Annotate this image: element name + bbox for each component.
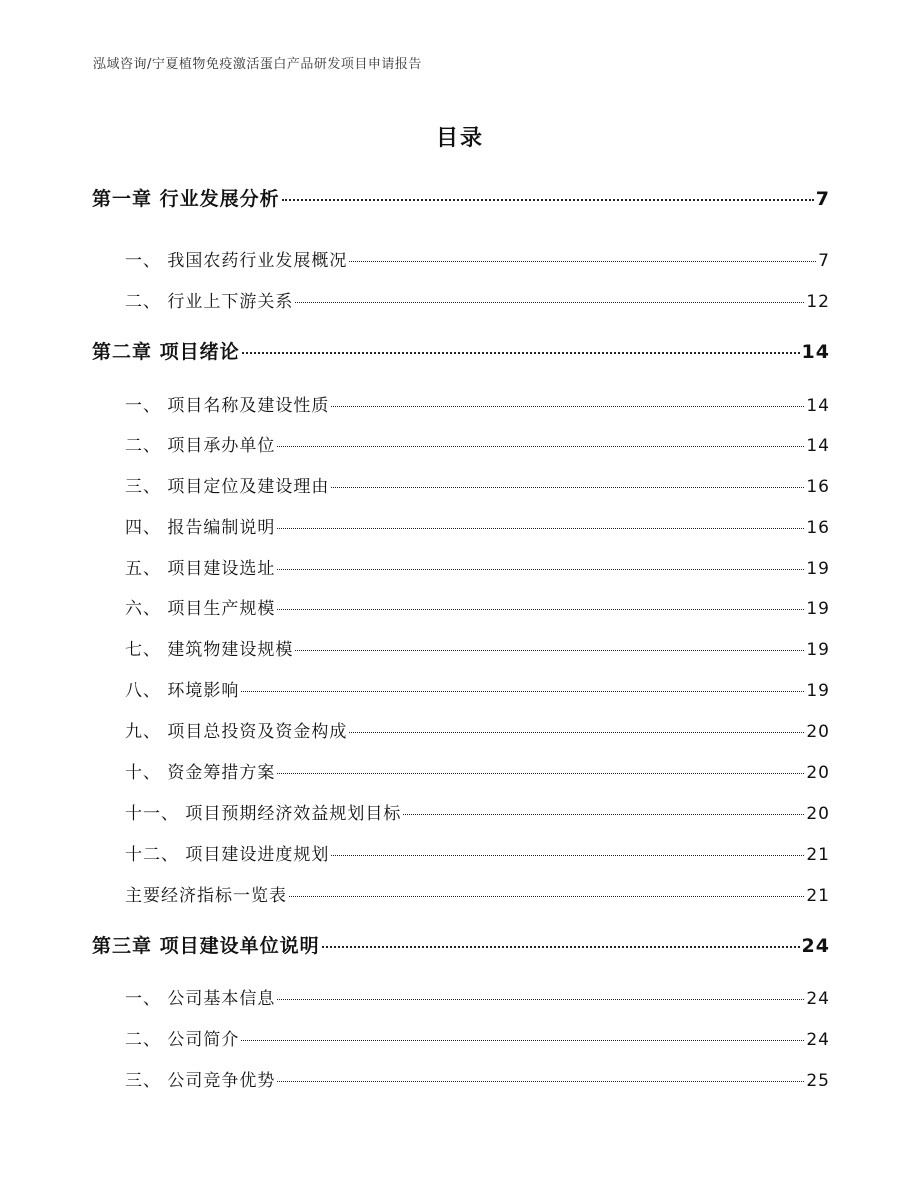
toc-label: 七、 建筑物建设规模 <box>125 640 294 660</box>
dot-leader <box>282 199 814 201</box>
dot-leader <box>277 569 804 570</box>
toc-page-number: 24 <box>806 1030 830 1050</box>
toc-page-number: 19 <box>806 681 830 701</box>
toc-label: 一、 公司基本信息 <box>125 989 276 1009</box>
toc-page-number: 14 <box>801 341 830 363</box>
toc-page-number: 19 <box>806 599 830 619</box>
toc-page-number: 16 <box>806 477 830 497</box>
dot-leader <box>349 261 816 262</box>
page-title: 目录 <box>435 126 484 151</box>
toc-page-number: 20 <box>806 722 830 742</box>
dot-leader <box>295 650 804 651</box>
toc-page-number: 20 <box>806 804 830 824</box>
dot-leader <box>403 814 804 815</box>
toc-section[interactable] <box>125 594 830 619</box>
dot-leader <box>349 732 804 733</box>
toc-label: 二、 公司简介 <box>125 1030 240 1050</box>
toc-section[interactable] <box>125 758 830 783</box>
toc-label: 十、 资金筹措方案 <box>125 763 276 783</box>
toc-section[interactable] <box>125 513 830 538</box>
toc-section[interactable] <box>125 1066 830 1091</box>
toc-section[interactable] <box>125 984 830 1009</box>
toc-label: 十一、 项目预期经济效益规划目标 <box>125 804 402 824</box>
dot-leader <box>242 352 800 354</box>
toc-section[interactable] <box>125 391 830 416</box>
toc-label: 三、 公司竞争优势 <box>125 1071 276 1091</box>
toc-section[interactable] <box>125 676 830 701</box>
toc-page-number: 14 <box>806 436 830 456</box>
toc-label: 第一章 行业发展分析 <box>92 188 280 210</box>
toc-label: 第二章 项目绪论 <box>92 341 240 363</box>
toc-section[interactable] <box>125 881 830 906</box>
toc-page-number: 12 <box>806 292 830 312</box>
toc-page-number: 7 <box>818 251 830 271</box>
toc-label: 二、 项目承办单位 <box>125 436 276 456</box>
toc-label: 六、 项目生产规模 <box>125 599 276 619</box>
toc-label: 九、 项目总投资及资金构成 <box>125 722 348 742</box>
dot-leader <box>277 609 804 610</box>
dot-leader <box>241 1040 804 1041</box>
page-header: 泓域咨询/宁夏植物免疫激活蛋白产品研发项目申请报告 <box>93 57 422 72</box>
toc-label: 第三章 项目建设单位说明 <box>92 935 320 957</box>
toc-page-number: 7 <box>815 188 830 210</box>
dot-leader <box>241 691 804 692</box>
toc-page-number: 24 <box>801 935 830 957</box>
toc-chapter[interactable] <box>92 931 830 958</box>
toc-section[interactable] <box>125 554 830 579</box>
toc-label: 一、 项目名称及建设性质 <box>125 396 330 416</box>
toc-label: 主要经济指标一览表 <box>125 886 287 906</box>
toc-section[interactable] <box>125 840 830 865</box>
toc-label: 三、 项目定位及建设理由 <box>125 477 330 497</box>
toc-label: 四、 报告编制说明 <box>125 518 276 538</box>
dot-leader <box>289 896 804 897</box>
toc-label: 一、 我国农药行业发展概况 <box>125 251 348 271</box>
toc-page-number: 16 <box>806 518 830 538</box>
toc-page-number: 19 <box>806 559 830 579</box>
toc-section[interactable] <box>125 287 830 312</box>
dot-leader <box>331 487 804 488</box>
toc-page-number: 19 <box>806 640 830 660</box>
toc-section[interactable] <box>125 717 830 742</box>
dot-leader <box>331 855 804 856</box>
toc-section[interactable] <box>125 799 830 824</box>
toc-label: 十二、 项目建设进度规划 <box>125 845 330 865</box>
toc-page-number: 25 <box>806 1071 830 1091</box>
dot-leader <box>277 446 804 447</box>
toc-label: 二、 行业上下游关系 <box>125 292 294 312</box>
toc-section[interactable] <box>125 246 830 271</box>
toc-label: 五、 项目建设选址 <box>125 559 276 579</box>
dot-leader <box>331 406 804 407</box>
toc-section[interactable] <box>125 635 830 660</box>
dot-leader <box>322 946 800 948</box>
toc-page-number: 14 <box>806 396 830 416</box>
dot-leader <box>277 528 804 529</box>
toc-page-number: 21 <box>806 845 830 865</box>
toc-section[interactable] <box>125 1025 830 1050</box>
dot-leader <box>295 302 804 303</box>
dot-leader <box>277 773 804 774</box>
toc-chapter[interactable] <box>92 184 830 211</box>
toc-page-number: 24 <box>806 989 830 1009</box>
toc-page-number: 21 <box>806 886 830 906</box>
toc-chapter[interactable] <box>92 337 830 364</box>
dot-leader <box>277 1081 804 1082</box>
toc-section[interactable] <box>125 472 830 497</box>
toc-page-number: 20 <box>806 763 830 783</box>
dot-leader <box>277 999 804 1000</box>
toc-label: 八、 环境影响 <box>125 681 240 701</box>
toc-section[interactable] <box>125 431 830 456</box>
